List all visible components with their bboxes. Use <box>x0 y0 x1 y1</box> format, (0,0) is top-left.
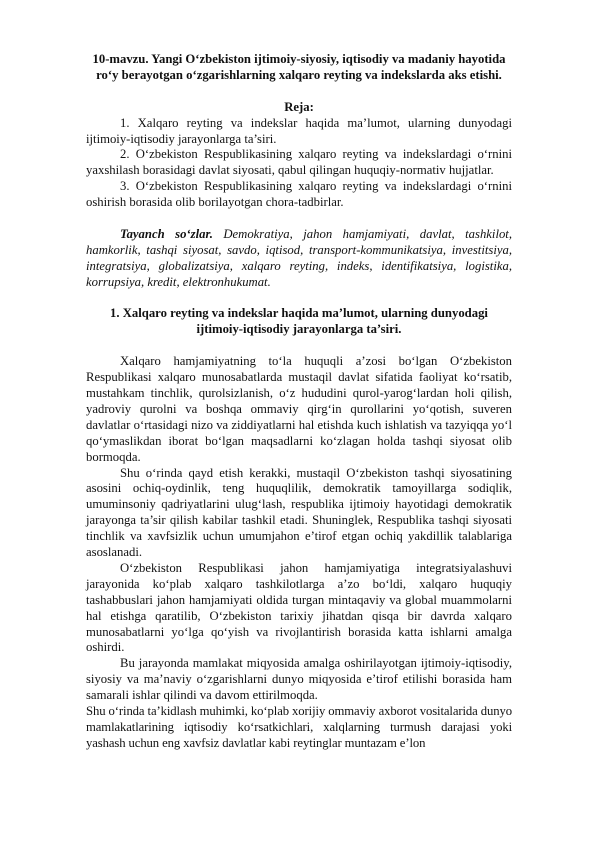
body-paragraph-2: Shu o‘rinda qayd etish kerakki, mustaqil O‘zbekiston tashqi siyosatining asosini ochiq-oydinlik, teng huquqlilik, demokratik tamoyillarga sodiqlik, umuminsoniy qadriyatlarini ulug‘lash, respublika ijtimoiy hayotidagi demokratik jarayonga ta’sir qilish kabilar tashkil etadi. Shuninglek, Respublika tashqi siyosati tinchlik va xavfsizlik uchun umumjahon e’tirof etgan ochiq yakdillik talablariga asoslanadi. <box>86 465 512 560</box>
spacer <box>86 211 512 227</box>
body-paragraph-1: Xalqaro hamjamiyatning to‘la huquqli a’zosi bo‘lgan O‘zbekiston Respublikasi xalqaro munosabatlarda mustaqil davlat sifatida faoliyat ko‘rsatib, mustahkam tinchlik, qurolsizlanish, o‘z hududini qurol-yarog‘lardan holi qilish, yadroviy qurolni va boshqa ommaviy qirg‘in qurollarini yo‘qotish, suveren davlatlar o‘rtasidagi nizo va ziddiyatlarni hal etishda kuch ishlatish va tazyiqqa yo‘l qo‘ymaslikdan iborat bo‘lgan maqsadlarni ko‘zlagan holda tashqi siyosat olib bormoqda. <box>86 354 512 464</box>
spacer <box>86 338 512 354</box>
plan-item-3: 3. O‘zbekiston Respublikasining xalqaro reyting va indekslardagi o‘rnini oshirish borasida olib borilayotgan chora-tadbirlar. <box>86 179 512 210</box>
spacer <box>86 84 512 100</box>
section-heading: 1. Xalqaro reyting va indekslar haqida ma’lumot, ularning dunyodagi ijtimoiy-iqtisodiy jarayonlarga ta’siri. <box>110 306 488 337</box>
document-title: 10-mavzu. Yangi O‘zbekiston ijtimoiy-siyosiy, iqtisodiy va madaniy hayotida ro‘y berayotgan o‘zgarishlarning xalqaro reyting va indekslarda aks etishi. <box>92 52 506 82</box>
spacer <box>86 291 512 307</box>
plan-item-1: 1. Xalqaro reyting va indekslar haqida ma’lumot, ularning dunyodagi ijtimoiy-iqtisodiy jarayonlarga ta’siri. <box>86 115 512 146</box>
body-paragraph-5: Shu o‘rinda ta’kidlash muhimki, ko‘plab xorijiy ommaviy axborot vositalarida dunyo mamlakatlarining iqtisodiy ko‘rsatkichlari, xalqlarning turmush darajasi yoki yashash uchun eng xavfsiz davlatlar kabi reytinglar muntazam e’lon <box>86 704 512 750</box>
body-paragraph-3: O‘zbekiston Respublikasi jahon hamjamiyatiga integratsiyalashuvi jarayonida ko‘plab xalqaro tashkilotlarga a’zo bo‘ldi, xalqaro huquqiy tashabbuslari jahon hamjamiyati oldida turgan mintaqaviy va global muammolarni hal etishga qaratilib, O‘zbekiston tarixiy jihatdan qisqa bir davrda xalqaro munosabatlarni yo‘lga qo‘yish va rivojlantirish borasida katta ishlarni amalga oshirdi. <box>86 560 512 655</box>
plan-heading: Reja: <box>284 99 314 114</box>
keywords-paragraph <box>86 227 512 291</box>
plan-item-2: 2. O‘zbekiston Respublikasining xalqaro reyting va indekslardagi o‘rnini yaxshilash borasidagi davlat siyosati, qabul qilingan huquqiy-normativ hujjatlar. <box>86 147 512 178</box>
keywords-label: Tayanch so‘zlar. <box>120 226 213 241</box>
body-paragraph-4: Bu jarayonda mamlakat miqyosida amalga oshirilayotgan ijtimoiy-iqtisodiy, siyosiy va ma’naviy o‘zgarishlarni dunyo miqyosida e’tirof etilishi borasida ham samarali ishlar qilindi va davom ettirilmoqda. <box>86 656 512 703</box>
keywords-list: Demokratiya, jahon hamjamiyati, davlat, tashkilot, hamkorlik, tashqi siyosat, savdo, iqtisod, transport-kommunikatsiya, investitsiya, integratsiya, globalizatsiya, xalqaro reyting, indeks, identifikatsiya, logistika, korrupsiya, kredit, elektronhukumat. <box>86 226 513 289</box>
document-page <box>86 52 512 752</box>
